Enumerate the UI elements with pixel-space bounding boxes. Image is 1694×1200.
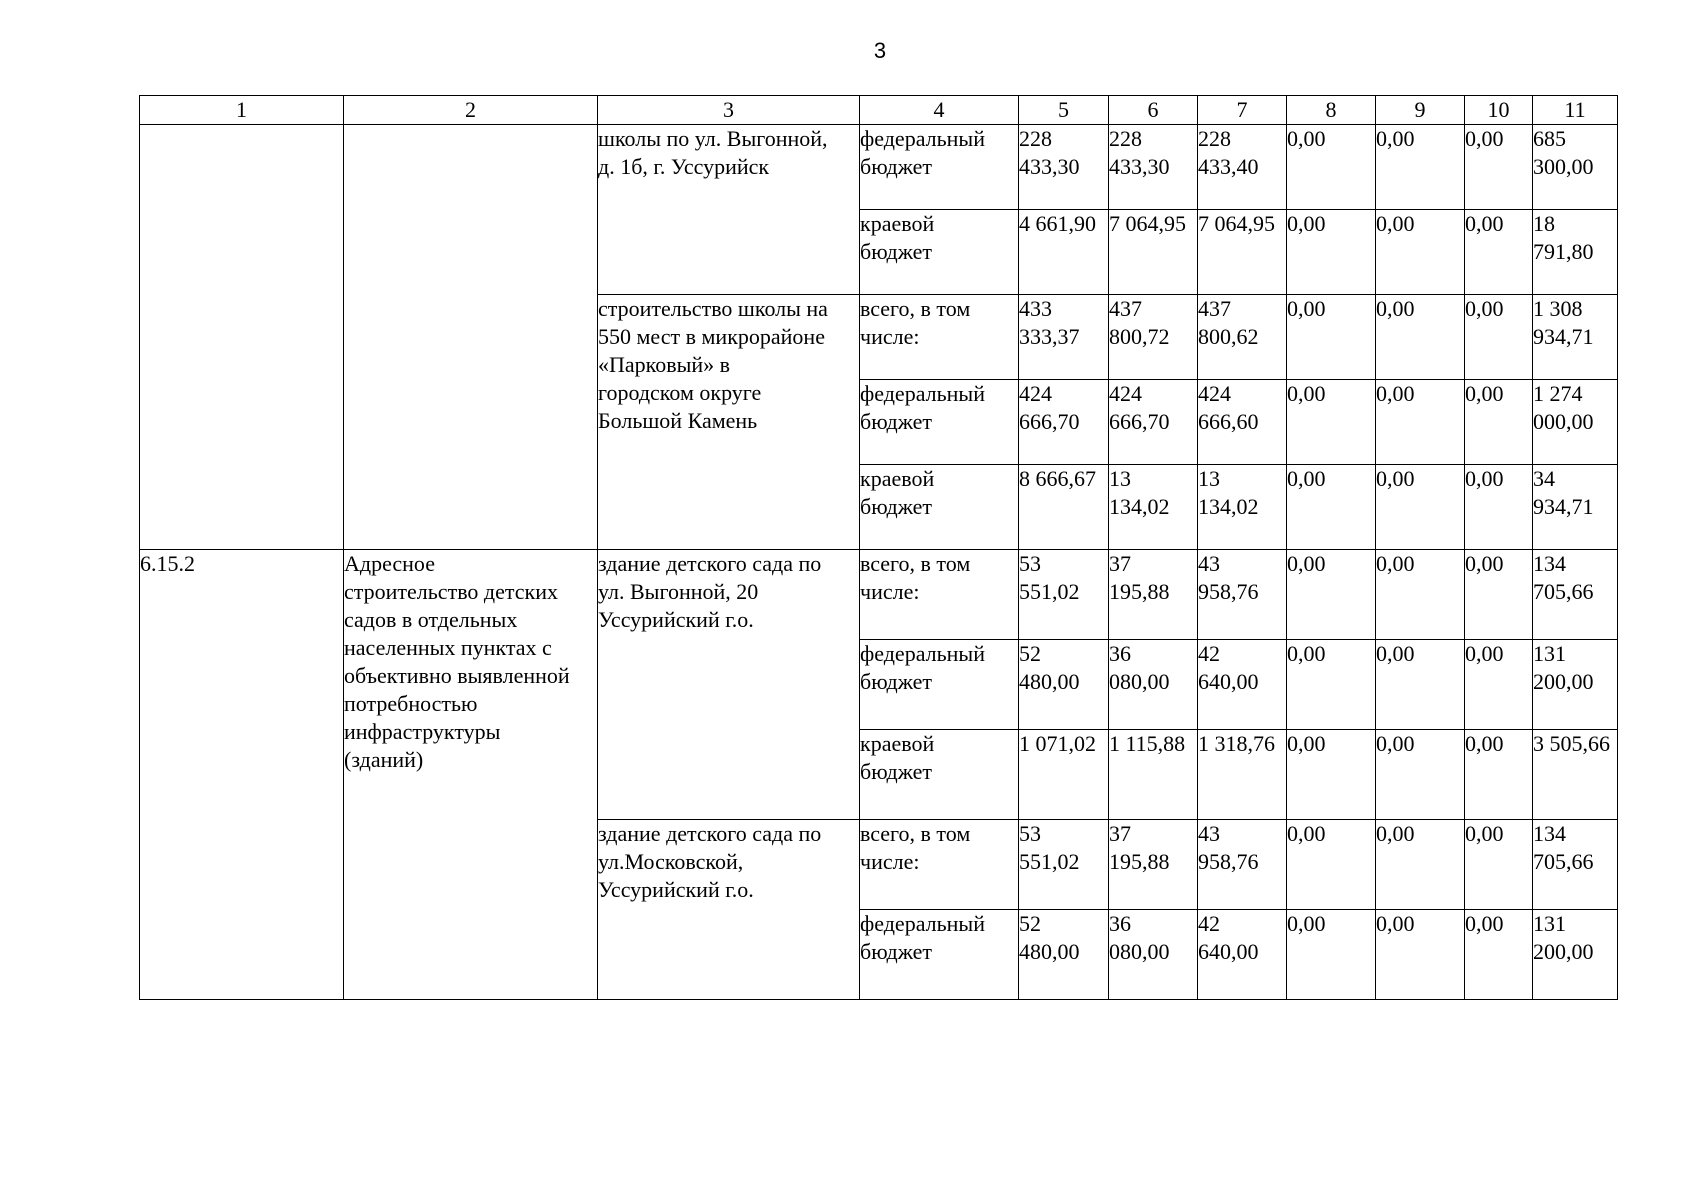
- value-cell: 4 661,90: [1019, 210, 1109, 295]
- value-cell: 1 115,88: [1109, 730, 1198, 820]
- value-cell: 1 071,02: [1019, 730, 1109, 820]
- budget-source-cell: федеральный бюджет: [860, 910, 1019, 1000]
- value-cell: 0,00: [1376, 910, 1465, 1000]
- value-cell: 36 080,00: [1109, 910, 1198, 1000]
- column-header: 3: [598, 96, 860, 125]
- value-cell: 0,00: [1287, 125, 1376, 210]
- value-cell: 0,00: [1376, 550, 1465, 640]
- value-cell: 13 134,02: [1109, 465, 1198, 550]
- item-name-cell: Адресное строительство детских садов в отдельных населенных пунктах с объективно выявленной потребностью инфраструктуры (зданий): [344, 550, 598, 1000]
- value-cell: 0,00: [1465, 210, 1533, 295]
- value-cell: 0,00: [1465, 125, 1533, 210]
- table-row: [140, 125, 1618, 210]
- value-cell: 0,00: [1465, 640, 1533, 730]
- value-cell: 437 800,62: [1198, 295, 1287, 380]
- column-header: 4: [860, 96, 1019, 125]
- value-cell: 7 064,95: [1198, 210, 1287, 295]
- value-cell: 0,00: [1376, 210, 1465, 295]
- funding-object-cell: здание детского сада по ул. Выгонной, 20 Уссурийский г.о.: [598, 550, 860, 820]
- value-cell: 1 274 000,00: [1533, 380, 1618, 465]
- value-cell: 43 958,76: [1198, 820, 1287, 910]
- value-cell: 1 308 934,71: [1533, 295, 1618, 380]
- value-cell: 34 934,71: [1533, 465, 1618, 550]
- column-header: 10: [1465, 96, 1533, 125]
- value-cell: 131 200,00: [1533, 640, 1618, 730]
- value-cell: 0,00: [1287, 295, 1376, 380]
- value-cell: 424 666,70: [1109, 380, 1198, 465]
- value-cell: 8 666,67: [1019, 465, 1109, 550]
- budget-source-cell: федеральный бюджет: [860, 125, 1019, 210]
- value-cell: 0,00: [1465, 910, 1533, 1000]
- page-number: 3: [873, 38, 887, 63]
- value-cell: 433 333,37: [1019, 295, 1109, 380]
- value-cell: 134 705,66: [1533, 820, 1618, 910]
- value-cell: 18 791,80: [1533, 210, 1618, 295]
- value-cell: 43 958,76: [1198, 550, 1287, 640]
- column-header: 8: [1287, 96, 1376, 125]
- value-cell: 0,00: [1376, 820, 1465, 910]
- value-cell: 0,00: [1465, 295, 1533, 380]
- value-cell: 424 666,70: [1019, 380, 1109, 465]
- value-cell: 437 800,72: [1109, 295, 1198, 380]
- value-cell: 0,00: [1287, 730, 1376, 820]
- value-cell: 0,00: [1376, 125, 1465, 210]
- value-cell: 52 480,00: [1019, 910, 1109, 1000]
- budget-source-cell: краевой бюджет: [860, 210, 1019, 295]
- value-cell: 0,00: [1287, 210, 1376, 295]
- table-row: [140, 550, 1618, 640]
- column-header: 2: [344, 96, 598, 125]
- value-cell: 37 195,88: [1109, 820, 1198, 910]
- item-name-cell: [344, 125, 598, 550]
- budget-source-cell: федеральный бюджет: [860, 640, 1019, 730]
- value-cell: 0,00: [1376, 730, 1465, 820]
- header-row: [140, 96, 1618, 125]
- value-cell: 0,00: [1376, 465, 1465, 550]
- item-number-cell: [140, 125, 344, 550]
- value-cell: 0,00: [1465, 730, 1533, 820]
- item-number-cell: 6.15.2: [140, 550, 344, 1000]
- funding-object-cell: строительство школы на 550 мест в микрорайоне «Парковый» в городском округе Большой Камень: [598, 295, 860, 550]
- value-cell: 0,00: [1287, 380, 1376, 465]
- value-cell: 0,00: [1376, 295, 1465, 380]
- value-cell: 37 195,88: [1109, 550, 1198, 640]
- value-cell: 228 433,40: [1198, 125, 1287, 210]
- funding-object-cell: здание детского сада по ул.Московской, Уссурийский г.о.: [598, 820, 860, 1000]
- budget-source-cell: краевой бюджет: [860, 730, 1019, 820]
- value-cell: 3 505,66: [1533, 730, 1618, 820]
- value-cell: 0,00: [1465, 465, 1533, 550]
- value-cell: 0,00: [1287, 465, 1376, 550]
- column-header: 11: [1533, 96, 1618, 125]
- column-header: 5: [1019, 96, 1109, 125]
- column-header: 7: [1198, 96, 1287, 125]
- value-cell: 131 200,00: [1533, 910, 1618, 1000]
- budget-source-cell: всего, в том числе:: [860, 295, 1019, 380]
- value-cell: 13 134,02: [1198, 465, 1287, 550]
- funding-object-cell: школы по ул. Выгонной, д. 1б, г. Уссурийск: [598, 125, 860, 295]
- column-header: 1: [140, 96, 344, 125]
- value-cell: 0,00: [1465, 550, 1533, 640]
- value-cell: 42 640,00: [1198, 910, 1287, 1000]
- budget-source-cell: федеральный бюджет: [860, 380, 1019, 465]
- value-cell: 0,00: [1287, 820, 1376, 910]
- value-cell: 53 551,02: [1019, 550, 1109, 640]
- value-cell: 685 300,00: [1533, 125, 1618, 210]
- column-header: 9: [1376, 96, 1465, 125]
- value-cell: 1 318,76: [1198, 730, 1287, 820]
- value-cell: 228 433,30: [1109, 125, 1198, 210]
- value-cell: 0,00: [1376, 380, 1465, 465]
- value-cell: 0,00: [1287, 640, 1376, 730]
- budget-source-cell: краевой бюджет: [860, 465, 1019, 550]
- budget-source-cell: всего, в том числе:: [860, 820, 1019, 910]
- value-cell: 0,00: [1465, 380, 1533, 465]
- value-cell: 0,00: [1465, 820, 1533, 910]
- value-cell: 53 551,02: [1019, 820, 1109, 910]
- value-cell: 0,00: [1287, 910, 1376, 1000]
- column-header: 6: [1109, 96, 1198, 125]
- value-cell: 134 705,66: [1533, 550, 1618, 640]
- value-cell: 52 480,00: [1019, 640, 1109, 730]
- value-cell: 7 064,95: [1109, 210, 1198, 295]
- value-cell: 36 080,00: [1109, 640, 1198, 730]
- budget-table: [139, 95, 1618, 1000]
- value-cell: 42 640,00: [1198, 640, 1287, 730]
- budget-source-cell: всего, в том числе:: [860, 550, 1019, 640]
- value-cell: 0,00: [1287, 550, 1376, 640]
- value-cell: 228 433,30: [1019, 125, 1109, 210]
- value-cell: 424 666,60: [1198, 380, 1287, 465]
- value-cell: 0,00: [1376, 640, 1465, 730]
